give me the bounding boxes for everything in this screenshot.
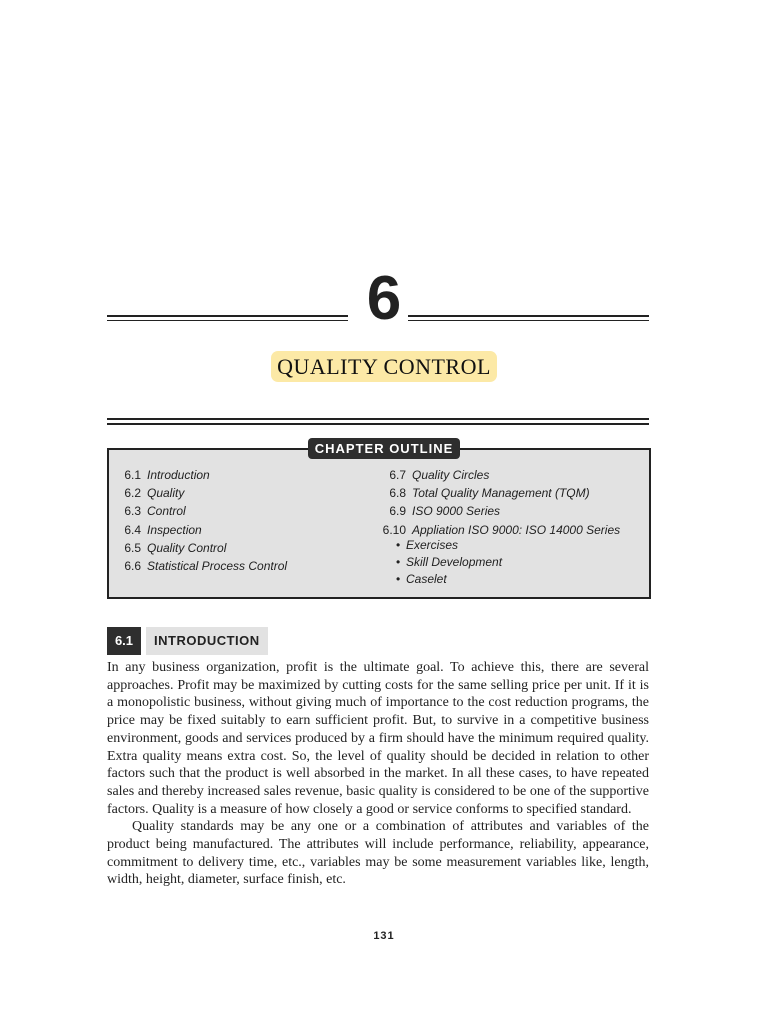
outline-bullet-list bbox=[396, 537, 502, 588]
outline-bullet-item: • Caselet bbox=[396, 572, 447, 586]
outline-item: 6.10 Appliation ISO 9000: ISO 14000 Series bbox=[382, 522, 621, 537]
outline-item: 6.4 Inspection bbox=[124, 522, 202, 537]
section-number: 6.1 bbox=[107, 627, 141, 655]
bullet-icon: • bbox=[396, 555, 401, 569]
bullet-icon: • bbox=[396, 572, 401, 586]
outline-left-column bbox=[121, 466, 287, 575]
chapter-outline-heading: CHAPTER OUTLINE bbox=[308, 438, 461, 459]
paragraph: Quality standards may be any one or a combination of attributes and variables of the product being manufactured. The attributes will include performance, reliability, appearance, commitment to delivery time, etc., variables may be some measurement variables like, length, width, height, diameter, surface finish, etc. bbox=[107, 819, 649, 888]
section-body bbox=[107, 659, 649, 889]
outline-item: 6.9 ISO 9000 Series bbox=[389, 504, 501, 519]
outline-item: 6.5 Quality Control bbox=[124, 540, 227, 555]
outline-bullet-item: • Skill Development bbox=[396, 555, 503, 569]
page-number: 131 bbox=[373, 930, 395, 942]
outline-item: 6.6 Statistical Process Control bbox=[124, 558, 288, 573]
outline-item: 6.7 Quality Circles bbox=[389, 468, 490, 482]
paragraph: In any business organization, profit is the ultimate goal. To achieve this, there are several approaches. Profit may be maximized by cutting costs for the same selling price per unit. If it is a monopolistic business, without giving much of importance to the cost reduction programs, the price may be fixed suitably to earn sufficient profit. But, to survive in a competitive business environment, goods and services produced by a firm should have the minimum required quality. Extra quality means extra cost. So, the level of quality should be decided in relation to other factors such that the product is well absorbed in the market. In all these cases, to have repeated sales and thereby increased sales revenue, basic quality is considered to be one of the supportive factors. Quality is a measure of how closely a good or service conforms to specified standard. bbox=[107, 660, 649, 817]
section-title: INTRODUCTION bbox=[146, 627, 268, 655]
chapter-title: QUALITY CONTROL bbox=[271, 351, 497, 382]
outline-right-column bbox=[378, 466, 620, 539]
outline-rule-top bbox=[107, 418, 649, 420]
chapter-number: 6 bbox=[366, 264, 402, 333]
outline-rule-bottom bbox=[107, 423, 649, 425]
outline-item: 6.2 Quality bbox=[124, 486, 185, 501]
outline-item: 6.3 Control bbox=[124, 504, 186, 519]
outline-bullet-item: • Exercises bbox=[396, 538, 459, 552]
outline-item: 6.1 Introduction bbox=[124, 468, 210, 482]
bullet-icon: • bbox=[396, 538, 401, 552]
outline-item: 6.8 Total Quality Management (TQM) bbox=[389, 486, 590, 501]
